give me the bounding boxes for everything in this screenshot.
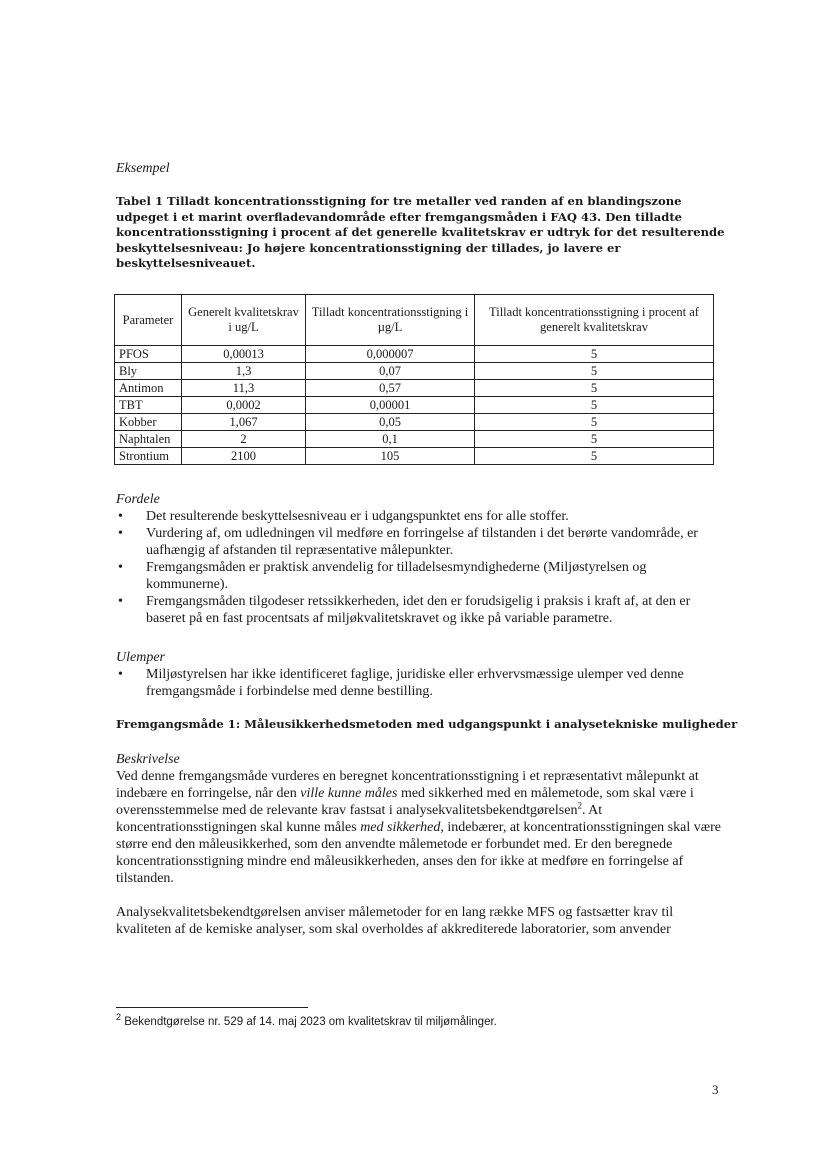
cell-parameter: TBT: [115, 397, 182, 414]
cell-quality-requirement: 0,0002: [182, 397, 306, 414]
paragraph-text: med sikkerhed med en målemetode, som skal være i overensstemmelse med de relevante krav fastsat i analysekvalitetsbekendtgørelsen: [116, 786, 694, 818]
header-allowed-increase: Tilladt koncentrationsstigning i µg/L: [306, 295, 475, 346]
cell-parameter: Kobber: [115, 414, 182, 431]
advantages-list: [116, 508, 726, 627]
list-item: • Miljøstyrelsen har ikke identificeret faglige, juridiske eller erhvervsmæssige ulemper ved denne fremgangsmåde i forbindelse med denne bestilling.: [116, 666, 726, 700]
cell-quality-requirement: 2: [182, 431, 306, 448]
cell-quality-requirement: 0,00013: [182, 346, 306, 363]
cell-parameter: Antimon: [115, 380, 182, 397]
disadvantages-list: [116, 666, 726, 700]
method-heading: Fremgangsmåde 1: Måleusikkerhedsmetoden med udgangspunkt i analysetekniske muligheder: [116, 717, 738, 731]
header-allowed-percent: Tilladt koncentrationsstigning i procent af generelt kvalitetskrav: [475, 295, 714, 346]
cell-allowed-increase: 0,000007: [306, 346, 475, 363]
table-row: [115, 431, 714, 448]
example-heading: Eksempel: [116, 161, 170, 176]
cell-quality-requirement: 1,067: [182, 414, 306, 431]
list-item: • Fremgangsmåden tilgodeser retssikkerheden, idet den er forudsigelig i praksis i kraft af, at den er baseret på en fast procentsats af miljøkvalitetskravet og ikke på variable parametre.: [116, 593, 726, 627]
description-paragraph: [116, 768, 728, 887]
footnote-text: Bekendtgørelse nr. 529 af 14. maj 2023 om kvalitetskrav til miljømålinger.: [121, 1016, 497, 1028]
cell-allowed-percent: 5: [475, 380, 714, 397]
cell-allowed-percent: 5: [475, 346, 714, 363]
footnote-mark: 2: [116, 1012, 122, 1023]
cell-allowed-percent: 5: [475, 448, 714, 465]
analysis-paragraph: Analysekvalitetsbekendtgørelsen anviser målemetoder for en lang række MFS og fastsætter krav til kvaliteten af de kemiske analyser, som skal overholdes af akkrediterede laboratorier, som anvender: [116, 905, 674, 937]
paragraph-text: . At koncentrationsstigningen skal kunne måles: [116, 803, 603, 835]
header-parameter: Parameter: [115, 295, 182, 346]
cell-allowed-percent: 5: [475, 414, 714, 431]
footnote-divider: [116, 1007, 308, 1008]
cell-parameter: PFOS: [115, 346, 182, 363]
cell-allowed-percent: 5: [475, 397, 714, 414]
cell-allowed-increase: 0,00001: [306, 397, 475, 414]
table-header-row: [115, 295, 714, 346]
disadvantages-heading: Ulemper: [116, 650, 165, 665]
list-item: • Vurdering af, om udledningen vil medføre en forringelse af tilstanden i det berørte vandområde, er uafhængig af afstanden til repræsentative målepunkter.: [116, 525, 726, 559]
table-row: [115, 448, 714, 465]
list-item: • Fremgangsmåden er praktisk anvendelig for tilladelsesmyndighederne (Miljøstyrelsen og kommunerne).: [116, 559, 726, 593]
cell-quality-requirement: 2100: [182, 448, 306, 465]
advantages-heading: Fordele: [116, 492, 160, 507]
table-row: [115, 346, 714, 363]
footnote-reference[interactable]: 2: [577, 800, 582, 811]
table-row: [115, 397, 714, 414]
cell-quality-requirement: 11,3: [182, 380, 306, 397]
table-row: [115, 380, 714, 397]
cell-parameter: Naphtalen: [115, 431, 182, 448]
cell-allowed-increase: 0,1: [306, 431, 475, 448]
paragraph-text: indebærer, at koncentrationsstigningen skal være større end den måleusikkerhed, som den anvendte målemetode er forbundet med. Er den beregnede koncentrationsstigning mindre end måleusikkerheden, anses den for ikke at medføre en forringelse af tilstanden.: [116, 820, 721, 886]
cell-parameter: Bly: [115, 363, 182, 380]
list-item: • Det resulterende beskyttelsesniveau er i udgangspunktet ens for alle stoffer.: [116, 508, 726, 525]
table-caption: Tabel 1 Tilladt koncentrationsstigning for tre metaller ved randen af en blandingszone udpeget i et marint overfladevandområde efter fremgangsmåden i FAQ 43. Den tilladte koncentrationsstigning i procent af det generelle kvalitetskrav er udtryk for det resulterende beskyttelsesniveau: Jo højere koncentrationsstigning der tillades, jo lavere er beskyttelsesniveauet.: [116, 194, 725, 270]
cell-allowed-percent: 5: [475, 363, 714, 380]
emphasis-text: ville kunne måles: [300, 786, 398, 801]
cell-allowed-increase: 0,07: [306, 363, 475, 380]
cell-allowed-increase: 0,57: [306, 380, 475, 397]
description-heading: Beskrivelse: [116, 752, 180, 767]
cell-allowed-increase: 0,05: [306, 414, 475, 431]
cell-allowed-increase: 105: [306, 448, 475, 465]
concentration-table: [114, 294, 714, 465]
cell-allowed-percent: 5: [475, 431, 714, 448]
table-row: [115, 414, 714, 431]
footnote: [116, 1012, 497, 1028]
paragraph-text: Ved denne fremgangsmåde vurderes en beregnet koncentrationsstigning i et repræsentativt målepunkt at indebære en forringelse, når den: [116, 769, 699, 801]
page-number: 3: [712, 1082, 719, 1097]
cell-quality-requirement: 1,3: [182, 363, 306, 380]
table-row: [115, 363, 714, 380]
emphasis-text: med sikkerhed,: [360, 820, 444, 835]
cell-parameter: Strontium: [115, 448, 182, 465]
header-quality-requirement: Generelt kvalitetskrav i ug/L: [182, 295, 306, 346]
